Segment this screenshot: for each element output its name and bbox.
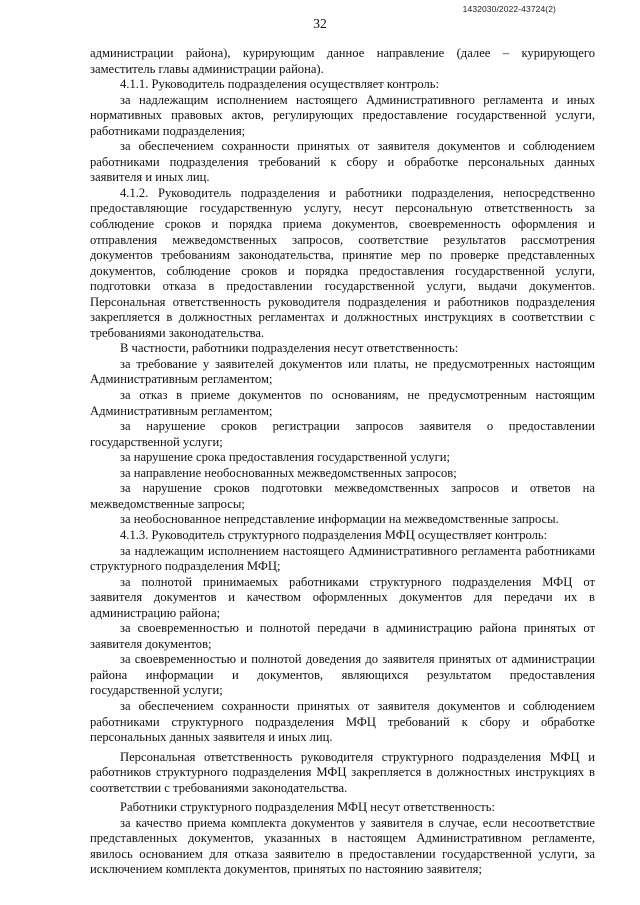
paragraph-control-item: за надлежащим исполнением настоящего Административного регламента работниками структурного подразделения МФЦ;: [90, 543, 595, 574]
paragraph-control-item: за надлежащим исполнением настоящего Административного регламента и иных нормативных правовых актов, регулирующих предоставление государственной услуги, работниками подразделения;: [90, 92, 595, 138]
document-registration-number: 1432030/2022-43724(2): [462, 4, 556, 14]
paragraph-4-1-3-heading: 4.1.3. Руководитель структурного подразделения МФЦ осуществляет контроль:: [120, 527, 548, 542]
paragraph-responsibility-heading: В частности, работники подразделения несут ответственность:: [120, 341, 459, 356]
paragraph-responsibility-item: за направление необоснованных межведомственных запросов;: [120, 465, 457, 480]
paragraph-responsibility-item: за отказ в приеме документов по основаниям, не предусмотренным настоящим Административным регламентом;: [90, 388, 595, 418]
paragraph-control-item: за обеспечением сохранности принятых от заявителя документов и соблюдением работниками подразделения требований к сбору и обработке персональных данных заявителя и иных лиц.: [90, 139, 595, 185]
paragraph-responsibility-item: за нарушение срока предоставления государственной услуги;: [120, 450, 450, 465]
paragraph-responsibility-item: за нарушение сроков регистрации запросов заявителя о предоставлении государственной услуги;: [90, 419, 595, 449]
paragraph-responsibility-item: за нарушение сроков подготовки межведомственных запросов и ответов на межведомственные запросы;: [90, 481, 595, 511]
paragraph-mfc-responsibility-heading: Работники структурного подразделения МФЦ несут ответственность:: [120, 800, 495, 815]
paragraph-4-1-1-heading: 4.1.1. Руководитель подразделения осуществляет контроль:: [120, 77, 440, 92]
paragraph-4-1-2: 4.1.2. Руководитель подразделения и работники подразделения, непосредственно предоставляющие государственную услугу, несут персональную ответственность за соблюдение сроков и порядка приема документов, своевременность оформления и отправления межведомственных запросов, соответствие результатов рассмотрения документов требованиям законодательства, принятие мер по проверке представленных документов, соблюдение сроков и порядка предоставления государственной услуги, подготовки отказа в предоставлении государственной услуги, выдачи документов. Персональная ответственность руководителя подразделения и работников подразделения закрепляется в должностных регламентах и должностных инструкциях в соответствии с требованиями законодательства.: [90, 185, 595, 340]
paragraph-control-item: за своевременностью и полнотой передачи в администрацию района принятых от заявителя документов;: [90, 621, 595, 651]
paragraph-continuation: администрации района), курирующим данное направление (далее – курирующего заместитель главы администрации района).: [90, 46, 595, 76]
paragraph-responsibility-item: за необоснованное непредставление информации на межведомственные запросы.: [120, 512, 559, 527]
page-number: 32: [313, 16, 327, 31]
document-body: [90, 46, 595, 878]
paragraph-personal-responsibility: Персональная ответственность руководителя структурного подразделения МФЦ и работников структурного подразделения МФЦ закрепляется в должностных инструкциях в соответствии с требованиями законодательства.: [90, 749, 595, 795]
paragraph-responsibility-item: за требование у заявителей документов или платы, не предусмотренных настоящим Административным регламентом;: [90, 356, 595, 387]
paragraph-responsibility-item: за качество приема комплекта документов у заявителя в случае, если несоответствие представленных документов, указанных в настоящем Административном регламенте, явилось основанием для отказа заявителю в предоставлении государственной услуги, за исключением комплекта документов, принятых по настоянию заявителя;: [90, 815, 595, 877]
paragraph-control-item: за обеспечением сохранности принятых от заявителя документов и соблюдением работниками структурного подразделения МФЦ требований к сбору и обработке персональных данных заявителя и иных лиц.: [90, 698, 595, 745]
paragraph-control-item: за своевременностью и полнотой доведения до заявителя принятых от администрации района информации и документов, являющихся результатом предоставления государственной услуги;: [90, 652, 595, 698]
paragraph-control-item: за полнотой принимаемых работниками структурного подразделения МФЦ от заявителя документов и качеством оформленных документов для передачи их в администрацию района;: [90, 574, 595, 620]
